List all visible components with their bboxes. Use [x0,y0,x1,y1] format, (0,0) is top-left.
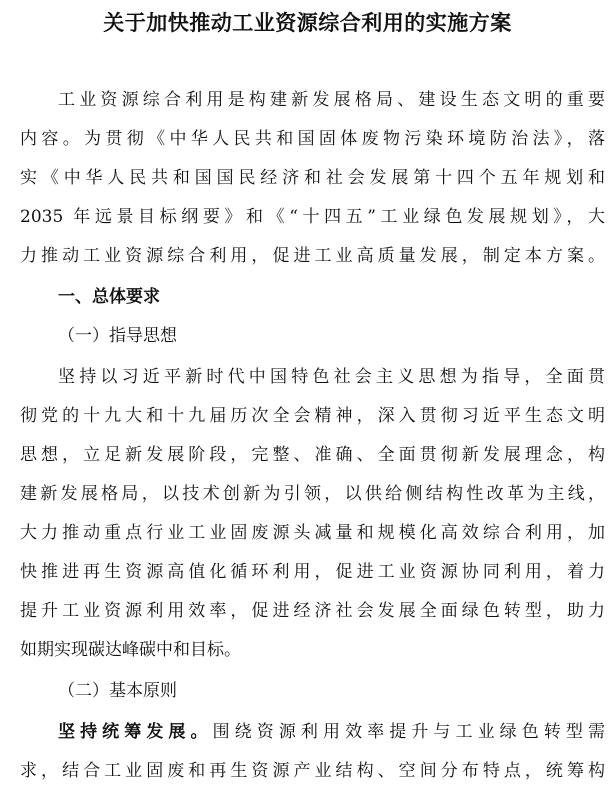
guiding-line-4: 建新发展格局，以技术创新为引领，以供给侧结构性改革为主线， [20,484,605,504]
intro-line-5: 力推动工业资源综合利用，促进工业高质量发展，制定本方案。 [20,246,605,266]
guiding-line-8: 如期实现碳达峰碳中和目标。 [20,640,241,660]
document-title: 关于加快推动工业资源综合利用的实施方案 [103,10,512,35]
intro-line-3: 实《中华人民共和国国民经济和社会发展第十四个五年规划和 [20,168,605,188]
intro-line-4: 2035 年远景目标纲要》和《“十四五”工业绿色发展规划》，大 [20,207,605,227]
section-heading-general-requirements: 一、总体要求 [58,287,160,307]
guiding-line-5: 大力推动重点行业工业固废源头减量和规模化高效综合利用，加 [20,523,605,543]
guiding-line-2: 彻党的十九大和十九届历次全会精神，深入贯彻习近平生态文明 [20,406,605,426]
principle-line-2: 求，结合工业固废和再生资源产业结构、空间分布特点，统筹构 [20,761,605,781]
subsection-heading-basic-principles: （二）基本原则 [58,681,177,701]
guiding-line-1: 坚持以习近平新时代中国特色社会主义思想为指导，全面贯 [58,367,605,387]
subsection-heading-guiding-ideology: （一）指导思想 [58,326,177,346]
principle-title: 坚持统筹发展。 [58,722,213,742]
principle-text: 围绕资源利用效率提升与工业绿色转型需 [212,722,606,742]
principle-line-1 [58,720,605,744]
guiding-line-3: 思想，立足新发展阶段，完整、准确、全面贯彻新发展理念，构 [20,445,605,465]
intro-line-2: 内容。为贯彻《中华人民共和国固体废物污染环境防治法》，落 [20,129,605,149]
intro-line-1: 工业资源综合利用是构建新发展格局、建设生态文明的重要 [58,90,605,110]
guiding-line-6: 快推进再生资源高值化循环利用，促进工业资源协同利用，着力 [20,562,605,582]
guiding-line-7: 提升工业资源利用效率，促进经济社会发展全面绿色转型，助力 [20,601,605,621]
